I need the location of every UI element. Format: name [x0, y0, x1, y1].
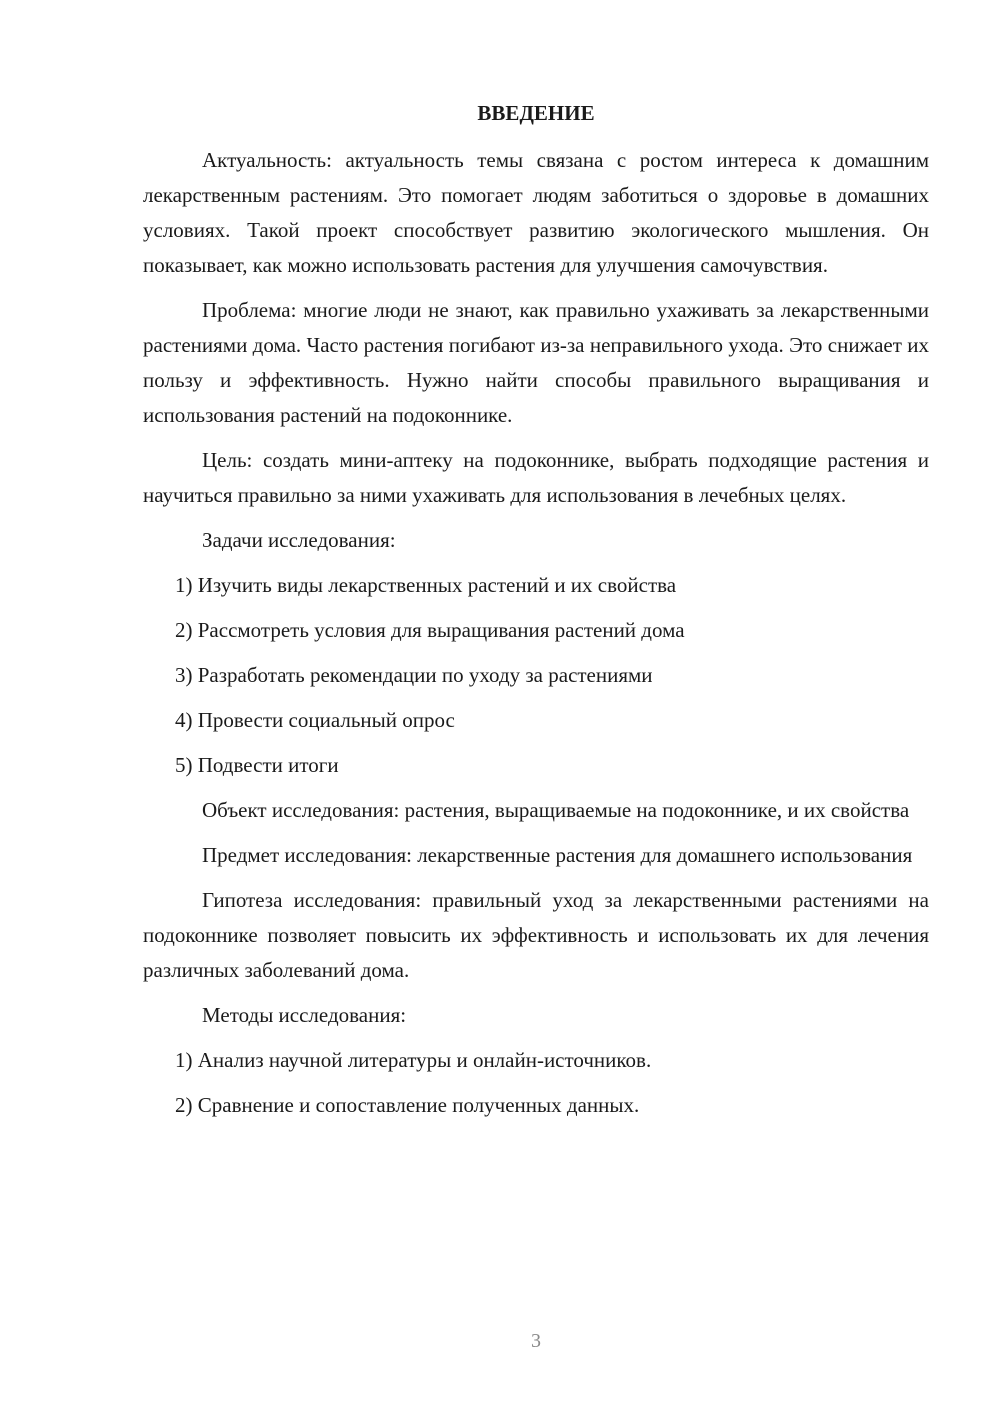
document-page	[143, 96, 929, 1133]
object-paragraph: Объект исследования: растения, выращиваемые на подоконнике, и их свойства	[202, 798, 910, 822]
page-number: 3	[531, 1330, 541, 1352]
hypothesis-paragraph: Гипотеза исследования: правильный уход за лекарственными растениями на подоконнике позволяет повысить их эффективность и использовать их для лечения различных заболеваний дома.	[143, 888, 929, 982]
relevance-paragraph: Актуальность: актуальность темы связана с ростом интереса к домашним лекарственным растениям. Это помогает людям заботиться о здоровье в домашних условиях. Такой проект способствует развитию экологического мышления. Он показывает, как можно использовать растения для улучшения самочувствия.	[143, 148, 929, 277]
task-item-3: 3) Разработать рекомендации по уходу за растениями	[175, 663, 653, 687]
task-item-4: 4) Провести социальный опрос	[175, 708, 455, 732]
task-item-5: 5) Подвести итоги	[175, 753, 339, 777]
method-item-2: 2) Сравнение и сопоставление полученных данных.	[175, 1093, 640, 1117]
subject-paragraph: Предмет исследования: лекарственные растения для домашнего использования	[202, 843, 913, 867]
tasks-title: Задачи исследования:	[202, 528, 396, 552]
task-item-2: 2) Рассмотреть условия для выращивания растений дома	[175, 618, 685, 642]
method-item-1: 1) Анализ научной литературы и онлайн-источников.	[175, 1048, 652, 1072]
problem-paragraph: Проблема: многие люди не знают, как правильно ухаживать за лекарственными растениями дома. Часто растения погибают из-за неправильного ухода. Это снижает их пользу и эффективность. Нужно найти способы правильного выращивания и использования растений на подоконнике.	[143, 298, 929, 427]
section-heading: ВВЕДЕНИЕ	[477, 101, 595, 125]
methods-title: Методы исследования:	[202, 1003, 407, 1027]
task-item-1: 1) Изучить виды лекарственных растений и их свойства	[175, 573, 677, 597]
goal-paragraph: Цель: создать мини-аптеку на подоконнике, выбрать подходящие растения и научиться правильно за ними ухаживать для использования в лечебных целях.	[143, 448, 929, 507]
